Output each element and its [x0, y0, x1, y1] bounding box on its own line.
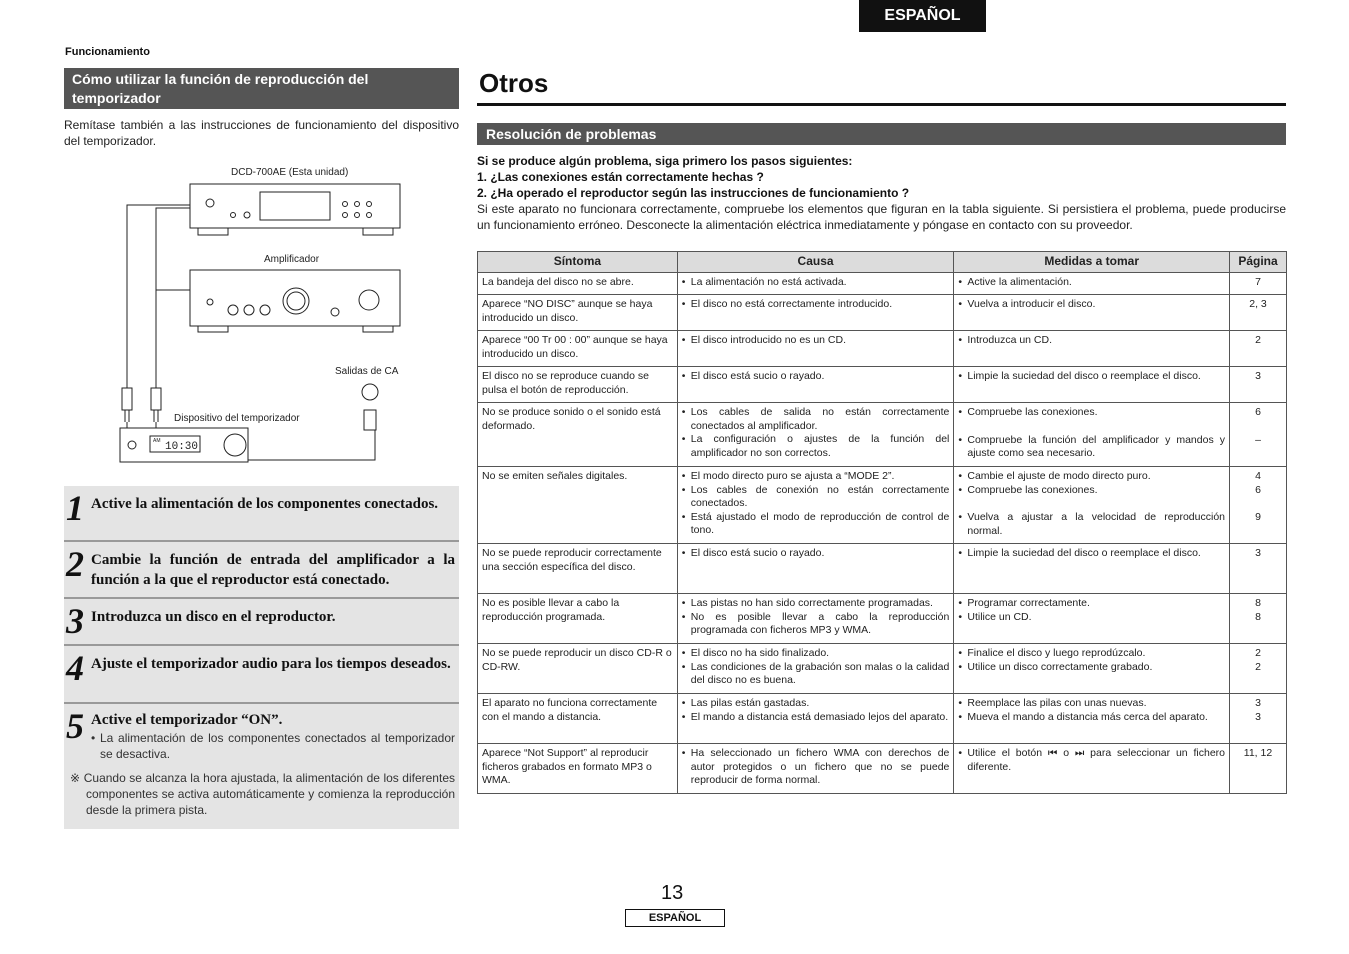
symptom-text: Aparece “Not Support” al reproducir ficheros grabados en formato MP3 o WMA. [482, 747, 652, 786]
timer-power-cord [248, 430, 375, 460]
intro-paragraph: Si este aparato no funcionara correctamente, compruebe los elementos que figuran en la tabla siguiente. Si persistiera el problema, puede producirse un funcionamiento erróneo. Desconecte la alimentación eléctrica inmediatamente y póngase en contacto con su proveedor. [477, 202, 1286, 232]
page-ref: 9 [1255, 511, 1261, 523]
cause-item: • Los cables de salida no están correctamente conectados al amplificador. [682, 406, 950, 433]
amplifier-icon [190, 270, 400, 326]
page-cell [1230, 273, 1287, 295]
table-row [478, 694, 1287, 744]
measure-item: • Active la alimentación. [958, 276, 1225, 290]
page-ref: 11, 12 [1243, 747, 1273, 759]
measure-cell [954, 694, 1230, 744]
timer-display-text: 10:30 [165, 441, 199, 453]
step-text: Cambie la función de entrada del amplificador a la función a la que el reproductor está conectado. [91, 552, 455, 588]
page-ref: 2, 3 [1249, 298, 1267, 310]
table-row [478, 403, 1287, 467]
measure-cell [954, 273, 1230, 295]
symptom-cell [478, 467, 678, 544]
step-number: 4 [66, 648, 84, 688]
troubleshooting-intro [477, 153, 1286, 233]
page-cell [1230, 331, 1287, 367]
step-5 [64, 704, 459, 768]
measure-item: • Vuelva a introducir el disco. [958, 298, 1225, 312]
step-3 [64, 599, 459, 646]
column-header: Medidas a tomar [954, 252, 1230, 273]
page-ref: 3 [1255, 710, 1261, 723]
steps-panel [64, 486, 459, 829]
page-cell [1230, 744, 1287, 794]
cause-item: • El disco no ha sido finalizado. [682, 647, 950, 661]
symptom-cell [478, 744, 678, 794]
timer-am-text: AM [153, 438, 161, 444]
step-text: Ajuste el temporizador audio para los tiempos deseados. [91, 656, 451, 672]
symptom-text: No es posible llevar a cabo la reproducción programada. [482, 597, 620, 623]
step-5-body [91, 710, 455, 762]
cause-cell [677, 367, 954, 403]
page-ref: – [1255, 433, 1261, 446]
cd-power-cord [127, 205, 190, 388]
table-row [478, 594, 1287, 644]
symptom-cell [478, 331, 678, 367]
cause-cell [677, 594, 954, 644]
page-cell [1230, 544, 1287, 594]
cause-item: • El mando a distancia está demasiado lejos del aparato. [682, 711, 950, 725]
timer-playback-heading: Cómo utilizar la función de reproducción del temporizador [64, 68, 459, 109]
cause-item: • Las pilas están gastadas. [682, 697, 950, 711]
outlet-icon [362, 384, 378, 400]
page-cell [1230, 403, 1287, 467]
measure-item: • Cambie el ajuste de modo directo puro. [958, 470, 1225, 484]
page-ref: 6 [1255, 483, 1261, 496]
symptom-cell [478, 594, 678, 644]
diagram-drawing [110, 160, 430, 470]
symptom-cell [478, 694, 678, 744]
step-number: 1 [66, 488, 84, 528]
measure-cell [954, 744, 1230, 794]
symptom-text: No se puede reproducir correctamente una sección específica del disco. [482, 547, 662, 573]
section-label: Funcionamiento [65, 46, 150, 58]
measure-cell [954, 594, 1230, 644]
step-4 [64, 646, 459, 704]
measure-cell [954, 403, 1230, 467]
step-sub-text: • La alimentación de los componentes conectados al temporizador se desactiva. [91, 730, 455, 762]
page-cell [1230, 467, 1287, 544]
measure-item: • Compruebe la función del amplificador y mandos y ajuste como sea necesario. [958, 434, 1225, 461]
cause-cell [677, 467, 954, 544]
cause-cell [677, 273, 954, 295]
table-row [478, 744, 1287, 794]
measure-item: • Introduzca un CD. [958, 334, 1225, 348]
cause-item: • El disco está sucio o rayado. [682, 547, 950, 561]
cause-cell [677, 403, 954, 467]
cause-item: • El disco introducido no es un CD. [682, 334, 950, 348]
cause-cell [677, 331, 954, 367]
page-ref: 8 [1255, 610, 1261, 623]
plug-icon [151, 388, 161, 410]
symptom-text: Aparece “NO DISC” aunque se haya introducido un disco. [482, 298, 653, 324]
step-2 [64, 542, 459, 599]
timer-device-label: Dispositivo del temporizador [174, 413, 300, 424]
language-tab: ESPAÑOL [859, 0, 986, 32]
page-ref: 3 [1255, 370, 1261, 382]
page-cell [1230, 644, 1287, 694]
symptom-text: El disco no se reproduce cuando se pulsa el botón de reproducción. [482, 370, 649, 396]
measure-cell [954, 295, 1230, 331]
measure-item: • Compruebe las conexiones. [958, 484, 1225, 498]
measure-item: • Limpie la suciedad del disco o reemplace el disco. [958, 370, 1225, 384]
step-text: Active la alimentación de los componentes conectados. [91, 496, 439, 512]
cause-item: • El modo directo puro se ajusta a “MODE 2”. [682, 470, 950, 484]
cause-cell [677, 694, 954, 744]
title-divider [477, 103, 1286, 106]
table-body [478, 273, 1287, 794]
cause-cell [677, 544, 954, 594]
symptom-text: No se emiten señales digitales. [482, 470, 628, 482]
cause-cell [677, 744, 954, 794]
footer-language: ESPAÑOL [625, 909, 725, 927]
cause-item: • La configuración o ajustes de la función del amplificador no son correctos. [682, 433, 950, 460]
intro-bold-line: 1. ¿Las conexiones están correctamente hechas ? [477, 170, 764, 184]
measure-cell [954, 644, 1230, 694]
table-row [478, 367, 1287, 403]
step-number: 3 [66, 601, 84, 641]
step-number: 5 [66, 706, 84, 746]
measure-item: • Vuelva a ajustar a la velocidad de reproducción normal. [958, 511, 1225, 538]
measure-item: • Finalice el disco y luego reprodúzcalo. [958, 647, 1225, 661]
ac-outlet-label: Salidas de CA [335, 366, 399, 377]
cause-item: • No es posible llevar a cabo la reproducción programada con ficheros MP3 y WMA. [682, 611, 950, 638]
symptom-cell [478, 295, 678, 331]
measure-cell [954, 467, 1230, 544]
measure-item: • Programar correctamente. [958, 597, 1225, 611]
step-text: Introduzca un disco en el reproductor. [91, 609, 336, 625]
plug-icon [122, 388, 132, 410]
page-ref: 7 [1255, 276, 1261, 288]
measure-item: • Compruebe las conexiones. [958, 406, 1225, 420]
table-header-row [478, 252, 1287, 273]
page-ref: 2 [1255, 647, 1261, 659]
cause-item: • El disco no está correctamente introducido. [682, 298, 950, 312]
table-row [478, 273, 1287, 295]
step-text: Active el temporizador “ON”. [91, 712, 283, 728]
cause-item: • Las condiciones de la grabación son malas o la calidad del disco no es buena. [682, 661, 950, 688]
cause-item: • Ha seleccionado un fichero WMA con derechos de autor protegidos o un fichero que no se puede reproducir de forma normal. [682, 747, 950, 788]
troubleshooting-table [477, 251, 1287, 794]
page-ref: 8 [1255, 597, 1261, 609]
page-cell [1230, 694, 1287, 744]
connection-diagram [110, 160, 430, 470]
measure-cell [954, 544, 1230, 594]
measure-item: • Reemplace las pilas con unas nuevas. [958, 697, 1225, 711]
page-cell [1230, 594, 1287, 644]
column-header: Página [1230, 252, 1287, 273]
measure-item: • Utilice el botón ⏮ o ⏭ para seleccionar un fichero diferente. [958, 747, 1225, 774]
step-number: 2 [66, 544, 84, 584]
page-title: Otros [479, 68, 549, 98]
symptom-cell [478, 367, 678, 403]
symptom-text: Aparece “00 Tr 00 : 00” aunque se haya introducido un disco. [482, 334, 668, 360]
cause-item: • Los cables de conexión no están correctamente conectados. [682, 484, 950, 511]
table-row [478, 467, 1287, 544]
table-row [478, 295, 1287, 331]
page-ref: 2 [1255, 334, 1261, 346]
step-1 [64, 486, 459, 542]
amplifier-label: Amplificador [264, 254, 320, 265]
column-header: Síntoma [478, 252, 678, 273]
cause-item: • Las pistas no han sido correctamente programadas. [682, 597, 950, 611]
table-row [478, 644, 1287, 694]
page-ref: 3 [1255, 697, 1261, 709]
cause-cell [677, 295, 954, 331]
symptom-text: No se puede reproducir un disco CD-R o CD-RW. [482, 647, 672, 673]
symptom-text: La bandeja del disco no se abre. [482, 276, 634, 288]
symptom-cell [478, 403, 678, 467]
measure-item: • Utilice un disco correctamente grabado. [958, 661, 1225, 675]
table-row [478, 331, 1287, 367]
cause-cell [677, 644, 954, 694]
column-header: Causa [677, 252, 954, 273]
cause-item: • La alimentación no está activada. [682, 276, 950, 290]
cause-item: • El disco está sucio o rayado. [682, 370, 950, 384]
measure-item: • Limpie la suciedad del disco o reemplace el disco. [958, 547, 1225, 561]
measure-cell [954, 367, 1230, 403]
measure-cell [954, 331, 1230, 367]
symptom-cell [478, 644, 678, 694]
cd-player-label: DCD-700AE (Esta unidad) [231, 167, 349, 178]
page-number: 13 [661, 882, 684, 904]
intro-bold-line: Si se produce algún problema, siga primero los pasos siguientes: [477, 154, 853, 168]
page-ref: 6 [1255, 406, 1261, 418]
page-cell [1230, 295, 1287, 331]
auto-power-note: ※ Cuando se alcanza la hora ajustada, la alimentación de los diferentes componentes se activa automáticamente y comienza la reproducción desde la primera pista. [70, 771, 455, 817]
page-ref: 3 [1255, 547, 1261, 559]
page-ref: 2 [1255, 660, 1261, 673]
timer-intro-text: Remítase también a las instrucciones de funcionamiento del dispositivo del temporizador. [64, 118, 459, 148]
troubleshooting-heading: Resolución de problemas [477, 123, 1286, 145]
cause-item: • Está ajustado el modo de reproducción de control de tono. [682, 511, 950, 538]
page-ref: 4 [1255, 470, 1261, 482]
symptom-cell [478, 544, 678, 594]
page-cell [1230, 367, 1287, 403]
symptom-text: No se produce sonido o el sonido está deformado. [482, 406, 661, 432]
symptom-cell [478, 273, 678, 295]
symptom-text: El aparato no funciona correctamente con el mando a distancia. [482, 697, 658, 723]
measure-item: • Utilice un CD. [958, 611, 1225, 625]
measure-item: • Mueva el mando a distancia más cerca del aparato. [958, 711, 1225, 725]
intro-bold-line: 2. ¿Ha operado el reproductor según las instrucciones de funcionamiento ? [477, 186, 910, 200]
table-row [478, 544, 1287, 594]
